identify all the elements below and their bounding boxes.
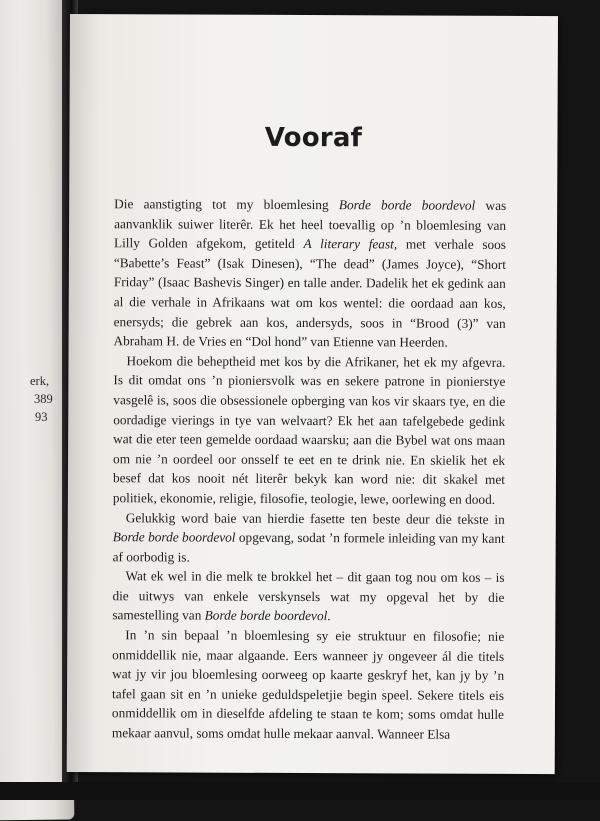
- right-page: [67, 14, 558, 774]
- p4-text-a: Wat ek wel in die melk te brokkel het – dit gaan tog nou om kos – is die uitwys van enkele verskynsels wat my opgeval het by die samestelling van: [112, 568, 505, 624]
- p1-source-title: A literary feast: [303, 236, 394, 252]
- paragraph-5: In ’n sin bepaal ’n bloemlesing sy eie struktuur en filosofie; nie onmiddellik nie, maar algaande. Eers wanneer jy ongeveer ál die titels wat jy vir jou bloemlesing oorweeg op kaarte geskryf het, kan jy by ’n tafel gaan sit en ’n unieke geduldspeletjie begin speel. Sekere titels eis onmiddellik om in dieselfde afdeling te staan te kom; soms omdat hulle mekaar aanvul, soms omdat hulle mekaar aanval. Wanneer Elsa: [111, 627, 505, 742]
- p1-text-a: Die aanstigting tot my bloemlesing: [114, 196, 339, 213]
- p3-text-c: opgevang, sodat ’n formele inleiding van my kant af oorbodig is.: [112, 529, 505, 565]
- paragraph-1: [114, 194, 507, 352]
- paragraph-4: [112, 566, 504, 626]
- body-text: [112, 194, 506, 744]
- left-line-1: [30, 372, 49, 390]
- p3-book-title: Borde borde boordevol: [112, 529, 236, 545]
- left-page-text: [30, 372, 53, 426]
- p3-text-a: Gelukkig word baie van hierdie fasette ten beste deur die tekste in: [125, 509, 505, 527]
- table-surface: [0, 782, 600, 800]
- p4-book-title: Borde borde boordevol: [204, 608, 328, 624]
- left-line-2: 389: [34, 392, 53, 406]
- paragraph-3: [113, 508, 505, 568]
- p1-text-e: , met verhale soos “Babette’s Feast” (Isak Dinesen), “The dead” (James Joyce), “Short Friday” (Isaac Bashevis Singer) en talle ander. Dadelik het ek gedink aan al die verhale in Afrikaans wat om kos wentel: die oordaad aan kos, enersyds; die gebrek aan kos, andersyds, soos in “Brood (3)” van Abraham H. de Vries en “Dol hond” van Etienne van Heerden.: [113, 236, 507, 350]
- p1-text-c: was aanvanklik suiwer literêr. Ek het heel toevallig op ’n bloemlesing van Lilly Golden afgekom, getiteld: [113, 197, 507, 252]
- left-line-1-word: erk,: [30, 374, 50, 388]
- p1-book-title: Borde borde boordevol: [338, 197, 476, 213]
- paragraph-2: Hoekom die beheptheid met kos by die Afrikaner, het ek my afgevra. Is dit omdat ons ’n pioniersvolk was en sekere patrone in pionierstye vasgelê is, soos die obsessionele opberging van kos vir skaars tye, en die oordadige vierings in tye van welvaart? Ek het aan tafelgebede gedink wat die eter teen gemelde oordaad waarsku; aan die Bybel wat ons maan om nie ’n oordeel oor onsself te eet en te drink nie. En skielik het ek besef dat kos nooit nét literêr bekyk kan word nie: dit skakel met politiek, ekonomie, religie, filosofie, teologie, lewe, oorlewing en dood.: [112, 352, 506, 507]
- page-title: Vooraf: [264, 122, 363, 154]
- left-line-3: 93: [35, 410, 48, 424]
- p4-text-c: .: [327, 608, 331, 624]
